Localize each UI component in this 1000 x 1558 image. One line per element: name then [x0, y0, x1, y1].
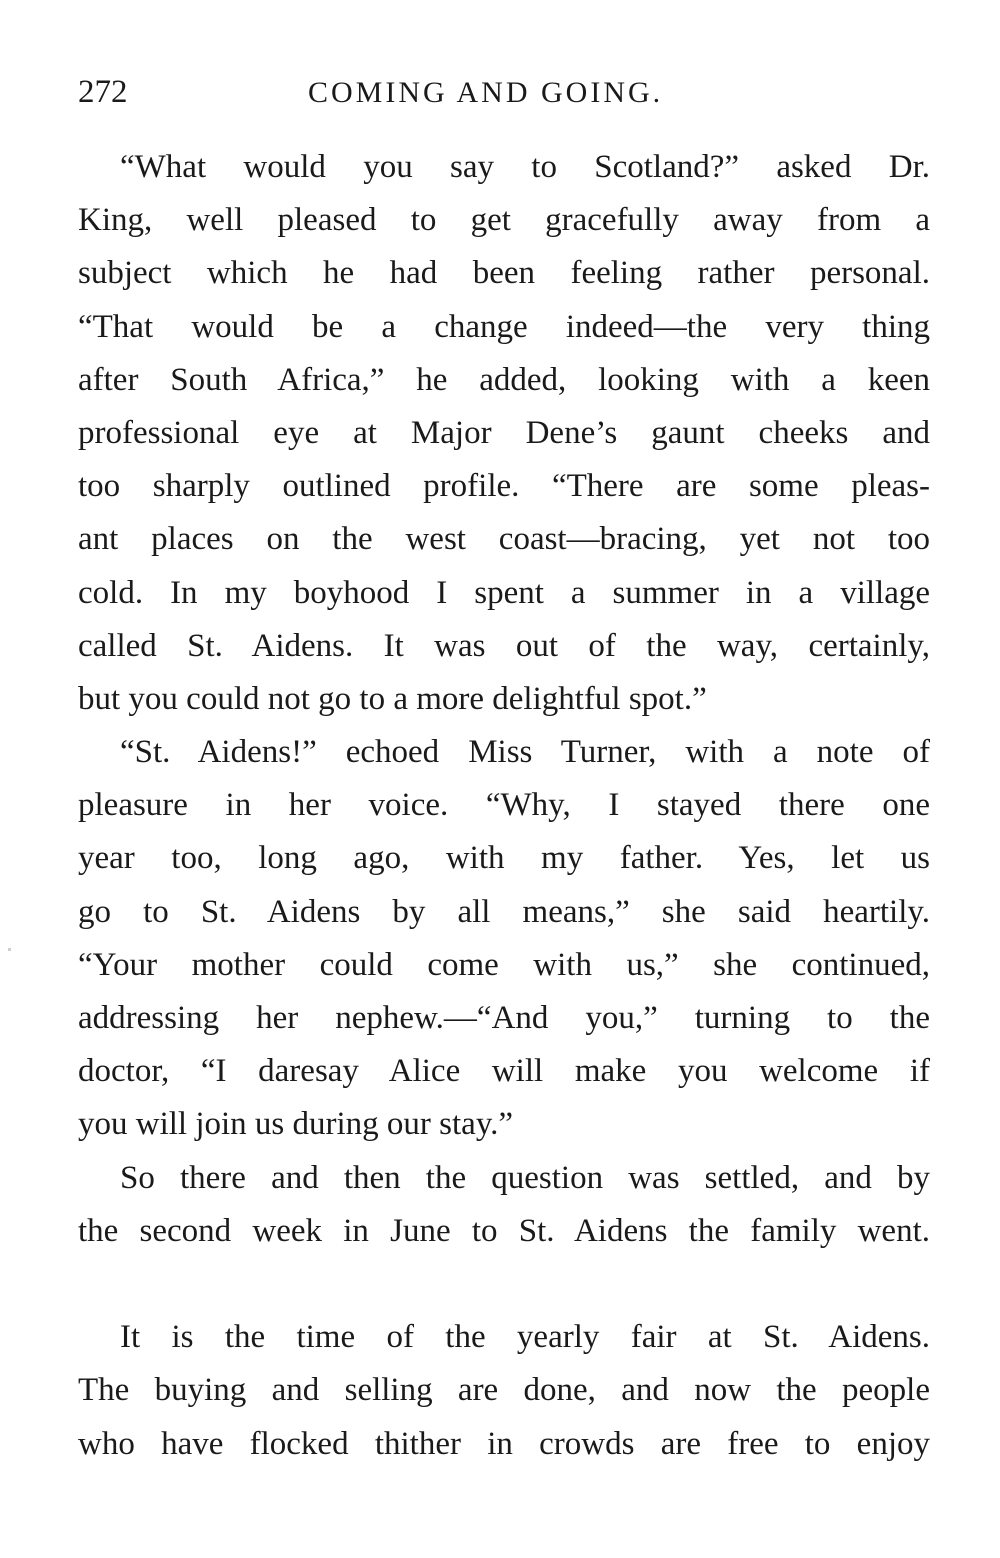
text-line: “That would be a change indeed—the very thing	[78, 308, 930, 345]
text-line: pleasure in her voice. “Why, I stayed there one	[78, 787, 930, 824]
text-line: called St. Aidens. It was out of the way, certainly,	[78, 627, 930, 664]
text-line: doctor, “I daresay Alice will make you welcome if	[78, 1053, 930, 1090]
text-line: you will join us during our stay.”	[78, 1106, 514, 1143]
text-line: go to St. Aidens by all means,” she said heartily.	[78, 893, 930, 930]
text-line: the second week in June to St. Aidens the family went.	[78, 1212, 930, 1249]
text-line: So there and then the question was settled, and by	[120, 1159, 930, 1196]
paragraph	[78, 1311, 930, 1471]
text-line: who have flocked thither in crowds are free to enjoy	[78, 1425, 930, 1462]
body-text	[78, 141, 930, 1471]
text-line: King, well pleased to get gracefully away from a	[78, 202, 930, 239]
text-line: It is the time of the yearly fair at St. Aidens.	[120, 1319, 930, 1356]
text-line: “What would you say to Scotland?” asked Dr.	[120, 149, 930, 185]
text-line: ant places on the west coast—bracing, yet not too	[78, 521, 930, 558]
stray-ink-mark	[8, 948, 11, 951]
section-break	[78, 1258, 930, 1311]
text-line: after South Africa,” he added, looking with a keen	[78, 361, 930, 398]
text-line: too sharply outlined profile. “There are some pleas-	[78, 468, 930, 505]
text-line: professional eye at Major Dene’s gaunt cheeks and	[78, 414, 930, 451]
text-line: “Your mother could come with us,” she continued,	[78, 946, 930, 983]
paragraph	[78, 726, 930, 1152]
text-line: addressing her nephew.—“And you,” turning to the	[78, 1000, 930, 1036]
running-head	[78, 74, 930, 114]
text-line: but you could not go to a more delightful spot.”	[78, 680, 707, 717]
text-line: subject which he had been feeling rather personal.	[78, 255, 930, 292]
text-line: cold. In my boyhood I spent a summer in a village	[78, 574, 930, 611]
text-line: The buying and selling are done, and now the people	[78, 1372, 930, 1409]
paragraph	[78, 1152, 930, 1258]
text-line: year too, long ago, with my father. Yes, let us	[78, 840, 930, 877]
running-title: COMING AND GOING.	[308, 76, 664, 109]
text-line: “St. Aidens!” echoed Miss Turner, with a note of	[120, 734, 930, 771]
paragraph	[78, 141, 930, 726]
page-number: 272	[78, 74, 128, 110]
